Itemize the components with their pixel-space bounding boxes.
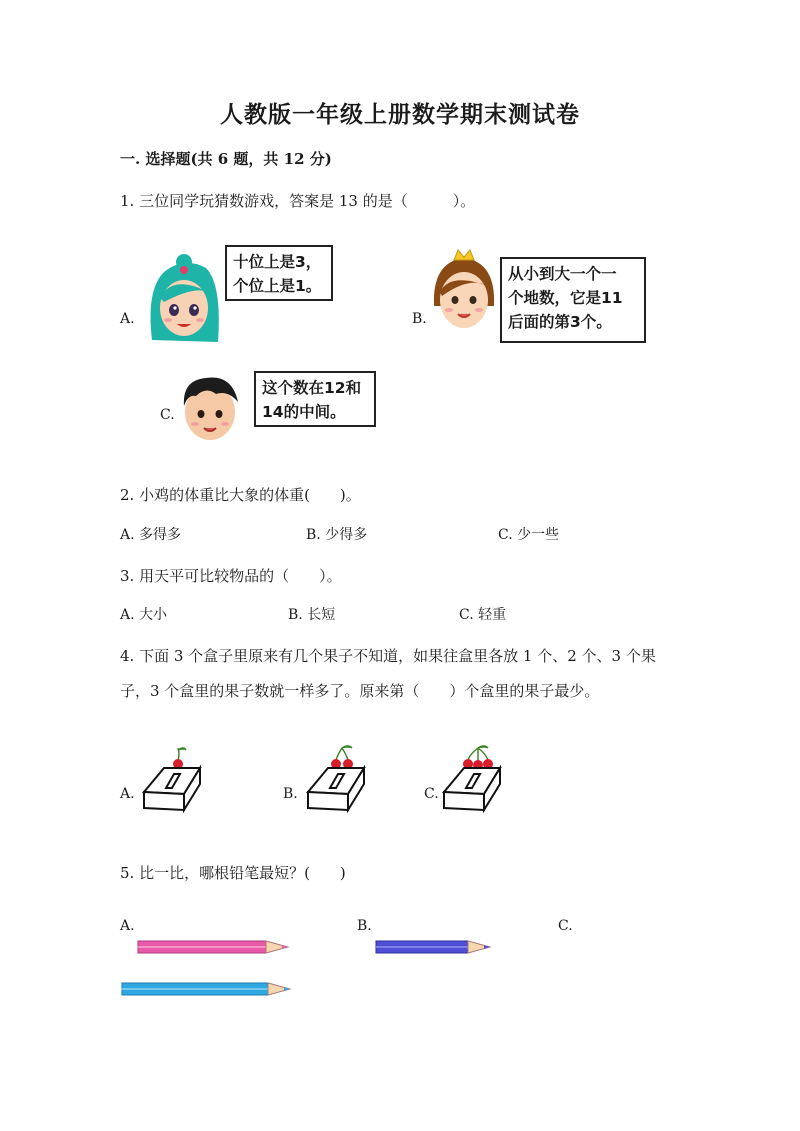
box-three-cherries-icon [440,744,504,814]
q2-option-b: B. 少得多 [306,527,368,543]
q1-option-c-label: C. [160,407,175,423]
q5-option-b-label: B. [357,918,372,934]
q4-option-b-label: B. [283,786,298,802]
section-heading: 一. 选择题(共 6 题，共 12 分) [120,150,332,168]
q4-option-a-label: A. [120,786,135,802]
q1-option-b-bubble [500,257,646,343]
q1-option-c-bubble [254,371,376,427]
bubble-b-line-1: 从小到大一个一 [508,265,617,283]
question-1-text: 1. 三位同学玩猜数游戏，答案是 13 的是（ ）。 [120,192,476,210]
q3-option-a: A. 大小 [120,607,168,623]
box-two-cherries-icon [304,744,368,814]
light-blue-pencil-icon [122,981,292,997]
q1-option-a-label: A. [120,311,135,327]
bubble-b-line-3: 后面的第3个。 [508,313,612,331]
blue-purple-pencil-icon [376,939,492,955]
question-2-text: 2. 小鸡的体重比大象的体重( )。 [120,486,361,504]
q5-option-a-label: A. [120,918,135,934]
q1-option-b-label: B. [412,311,427,327]
page-title: 人教版一年级上册数学期末测试卷 [220,101,580,128]
q5-option-c-label: C. [558,918,573,934]
q3-option-c: C. 轻重 [459,607,507,623]
q3-option-b: B. 长短 [288,607,336,623]
q4-option-c-label: C. [424,786,439,802]
box-one-cherry-icon [140,744,204,814]
boy-avatar [176,372,244,444]
bubble-c-line-1: 这个数在12和 [262,379,362,397]
question-3-text: 3. 用天平可比较物品的（ ）。 [120,567,342,585]
teal-hair-girl-avatar [144,250,224,346]
crown-girl-avatar [430,246,498,336]
q1-option-a-bubble [225,245,333,301]
question-5-text: 5. 比一比，哪根铅笔最短？( ) [120,864,346,882]
bubble-b-line-2: 个地数，它是11 [508,289,623,307]
pink-pencil-icon [138,939,294,955]
bubble-a-line-2: 个位上是1。 [233,277,322,295]
q2-option-a: A. 多得多 [120,527,182,543]
bubble-c-line-2: 14的中间。 [262,403,346,421]
bubble-a-line-1: 十位上是3， [233,253,322,271]
question-4-line-1: 4. 下面 3 个盒子里原来有几个果子不知道，如果往盒里各放 1 个、2 个、3 个果 [120,647,656,665]
q2-option-c: C. 少一些 [498,527,560,543]
question-4-line-2: 子，3 个盒里的果子数就一样多了。原来第（ ）个盒里的果子最少。 [120,682,600,700]
